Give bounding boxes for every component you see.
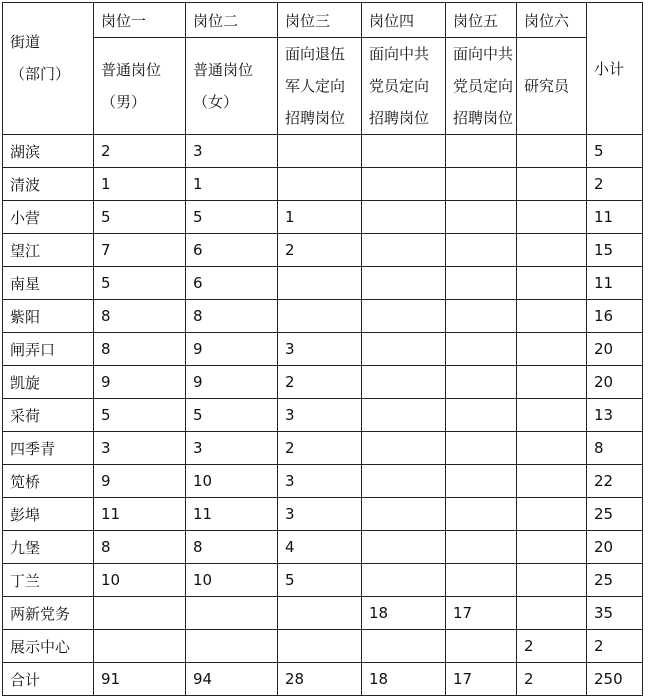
position-4-count-cell [362, 300, 446, 333]
street-name-cell: 九堡 [3, 531, 94, 564]
position-2-count-cell: 9 [186, 366, 278, 399]
position-1-count-cell: 5 [94, 399, 186, 432]
position-2-count-cell [186, 597, 278, 630]
position-2-count-cell: 9 [186, 333, 278, 366]
subtotal-cell: 22 [587, 465, 643, 498]
position-3-count-cell: 3 [278, 465, 362, 498]
subtotal-cell: 25 [587, 564, 643, 597]
position-3-count-cell: 28 [278, 663, 362, 696]
subtotal-cell: 20 [587, 333, 643, 366]
position-6-count-cell [517, 267, 587, 300]
table-row [3, 498, 643, 531]
street-name-cell: 合计 [3, 663, 94, 696]
position-5-count-cell [446, 531, 517, 564]
position-6-count-cell [517, 366, 587, 399]
position-4-description [362, 38, 446, 135]
position-6-count-cell [517, 498, 587, 531]
subtotal-cell: 11 [587, 267, 643, 300]
position-5-count-cell [446, 630, 517, 663]
subtotal-cell: 20 [587, 531, 643, 564]
subtotal-cell: 35 [587, 597, 643, 630]
position-5-count-cell [446, 168, 517, 201]
position-5-count-cell [446, 135, 517, 168]
street-name-cell: 两新党务 [3, 597, 94, 630]
position-1-count-cell: 8 [94, 300, 186, 333]
header-row-positions [3, 3, 643, 38]
position-3-count-cell [278, 135, 362, 168]
street-name-cell: 闸弄口 [3, 333, 94, 366]
table-row [3, 531, 643, 564]
position-2-description [186, 38, 278, 135]
position-2-count-cell: 8 [186, 300, 278, 333]
street-name-cell: 四季青 [3, 432, 94, 465]
position-3-header: 岗位三 [278, 3, 362, 38]
position-2-desc-line: 普通岗位 [193, 61, 254, 79]
position-6-count-cell [517, 135, 587, 168]
position-1-count-cell [94, 597, 186, 630]
position-4-count-cell [362, 531, 446, 564]
subtotal-cell: 2 [587, 168, 643, 201]
position-3-count-cell [278, 267, 362, 300]
position-5-count-cell [446, 333, 517, 366]
position-5-desc-line: 招聘岗位 [453, 109, 514, 127]
position-5-count-cell [446, 267, 517, 300]
position-5-count-cell [446, 366, 517, 399]
table-row [3, 135, 643, 168]
position-3-count-cell: 2 [278, 366, 362, 399]
table-row [3, 630, 643, 663]
subtotal-column-header: 小计 [587, 3, 643, 135]
table-row [3, 168, 643, 201]
position-6-count-cell [517, 399, 587, 432]
subtotal-cell: 15 [587, 234, 643, 267]
table-row [3, 465, 643, 498]
street-name-cell: 望江 [3, 234, 94, 267]
position-5-desc-line: 面向中共 [453, 45, 514, 63]
position-4-count-cell [362, 333, 446, 366]
table-row [3, 399, 643, 432]
position-3-count-cell [278, 630, 362, 663]
position-2-desc-line: （女） [193, 93, 239, 111]
position-6-count-cell [517, 201, 587, 234]
table-row [3, 234, 643, 267]
position-1-count-cell: 10 [94, 564, 186, 597]
street-name-cell: 湖滨 [3, 135, 94, 168]
street-name-cell: 彭埠 [3, 498, 94, 531]
position-2-count-cell: 5 [186, 201, 278, 234]
position-2-count-cell: 11 [186, 498, 278, 531]
position-3-count-cell: 3 [278, 333, 362, 366]
subtotal-cell: 8 [587, 432, 643, 465]
table-row [3, 366, 643, 399]
table-row [3, 663, 643, 696]
street-header-line2: （部门） [10, 64, 71, 83]
position-4-header: 岗位四 [362, 3, 446, 38]
position-4-count-cell [362, 135, 446, 168]
position-6-desc-line: 研究员 [524, 77, 570, 95]
position-5-count-cell [446, 234, 517, 267]
position-4-count-cell: 18 [362, 663, 446, 696]
position-3-count-cell: 3 [278, 498, 362, 531]
position-6-count-cell [517, 531, 587, 564]
position-5-count-cell [446, 432, 517, 465]
header-row-descriptions [3, 38, 643, 135]
position-5-count-cell: 17 [446, 597, 517, 630]
position-4-count-cell [362, 564, 446, 597]
position-3-desc-line: 招聘岗位 [285, 109, 346, 127]
position-5-count-cell [446, 201, 517, 234]
table-row [3, 432, 643, 465]
subtotal-cell: 5 [587, 135, 643, 168]
position-1-count-cell: 11 [94, 498, 186, 531]
table-row [3, 267, 643, 300]
position-2-count-cell: 6 [186, 267, 278, 300]
street-name-cell: 展示中心 [3, 630, 94, 663]
position-5-count-cell [446, 300, 517, 333]
street-header-line1: 街道 [10, 32, 41, 51]
position-1-desc-line: （男） [101, 93, 147, 111]
position-2-count-cell: 3 [186, 432, 278, 465]
position-2-count-cell: 5 [186, 399, 278, 432]
position-1-count-cell: 1 [94, 168, 186, 201]
position-6-header: 岗位六 [517, 3, 587, 38]
position-3-count-cell: 4 [278, 531, 362, 564]
subtotal-cell: 11 [587, 201, 643, 234]
street-column-header [3, 3, 94, 135]
position-4-count-cell [362, 399, 446, 432]
position-6-count-cell [517, 168, 587, 201]
table-row [3, 333, 643, 366]
position-3-count-cell [278, 168, 362, 201]
position-4-count-cell: 18 [362, 597, 446, 630]
position-5-count-cell [446, 564, 517, 597]
position-4-desc-line: 党员定向 [369, 77, 430, 95]
position-4-count-cell [362, 630, 446, 663]
position-1-count-cell: 9 [94, 366, 186, 399]
position-2-count-cell: 8 [186, 531, 278, 564]
table-row [3, 564, 643, 597]
position-3-count-cell: 3 [278, 399, 362, 432]
position-4-count-cell [362, 465, 446, 498]
subtotal-cell: 250 [587, 663, 643, 696]
position-4-count-cell [362, 366, 446, 399]
position-6-description [517, 38, 587, 135]
position-6-count-cell [517, 597, 587, 630]
subtotal-cell: 13 [587, 399, 643, 432]
position-1-count-cell: 3 [94, 432, 186, 465]
position-4-count-cell [362, 234, 446, 267]
position-1-count-cell: 91 [94, 663, 186, 696]
position-5-header: 岗位五 [446, 3, 517, 38]
street-name-cell: 凯旋 [3, 366, 94, 399]
position-6-count-cell [517, 564, 587, 597]
position-1-count-cell: 9 [94, 465, 186, 498]
table-row [3, 597, 643, 630]
position-3-desc-line: 军人定向 [285, 77, 346, 95]
position-3-count-cell: 2 [278, 234, 362, 267]
position-1-count-cell: 5 [94, 201, 186, 234]
position-6-count-cell [517, 234, 587, 267]
table-body [3, 3, 643, 696]
position-1-header: 岗位一 [94, 3, 186, 38]
position-2-count-cell: 94 [186, 663, 278, 696]
street-name-cell: 笕桥 [3, 465, 94, 498]
position-2-count-cell: 10 [186, 564, 278, 597]
position-5-description [446, 38, 517, 135]
position-5-count-cell [446, 399, 517, 432]
position-6-count-cell: 2 [517, 663, 587, 696]
street-name-cell: 南星 [3, 267, 94, 300]
position-1-count-cell: 2 [94, 135, 186, 168]
position-1-count-cell: 5 [94, 267, 186, 300]
position-2-count-cell: 3 [186, 135, 278, 168]
position-2-count-cell: 6 [186, 234, 278, 267]
street-name-cell: 小营 [3, 201, 94, 234]
position-2-count-cell [186, 630, 278, 663]
subtotal-cell: 25 [587, 498, 643, 531]
position-3-count-cell: 1 [278, 201, 362, 234]
position-1-count-cell: 7 [94, 234, 186, 267]
position-1-description [94, 38, 186, 135]
position-1-count-cell: 8 [94, 333, 186, 366]
position-5-count-cell [446, 465, 517, 498]
position-4-count-cell [362, 201, 446, 234]
position-1-count-cell [94, 630, 186, 663]
position-3-count-cell [278, 597, 362, 630]
position-4-count-cell [362, 168, 446, 201]
position-3-desc-line: 面向退伍 [285, 45, 346, 63]
position-6-count-cell [517, 432, 587, 465]
street-name-cell: 紫阳 [3, 300, 94, 333]
subtotal-cell: 20 [587, 366, 643, 399]
position-3-count-cell: 5 [278, 564, 362, 597]
position-3-count-cell [278, 300, 362, 333]
position-2-count-cell: 10 [186, 465, 278, 498]
position-4-count-cell [362, 498, 446, 531]
position-3-description [278, 38, 362, 135]
position-6-count-cell: 2 [517, 630, 587, 663]
position-6-count-cell [517, 465, 587, 498]
position-5-desc-line: 党员定向 [453, 77, 514, 95]
table-row [3, 201, 643, 234]
position-4-count-cell [362, 432, 446, 465]
recruitment-table [2, 2, 643, 696]
position-2-header: 岗位二 [186, 3, 278, 38]
position-1-count-cell: 8 [94, 531, 186, 564]
table-row [3, 300, 643, 333]
position-5-count-cell: 17 [446, 663, 517, 696]
position-6-count-cell [517, 300, 587, 333]
position-6-count-cell [517, 333, 587, 366]
position-2-count-cell: 1 [186, 168, 278, 201]
subtotal-cell: 2 [587, 630, 643, 663]
position-1-desc-line: 普通岗位 [101, 61, 162, 79]
street-name-cell: 采荷 [3, 399, 94, 432]
position-5-count-cell [446, 498, 517, 531]
street-name-cell: 清波 [3, 168, 94, 201]
position-4-count-cell [362, 267, 446, 300]
street-name-cell: 丁兰 [3, 564, 94, 597]
position-4-desc-line: 面向中共 [369, 45, 430, 63]
subtotal-cell: 16 [587, 300, 643, 333]
position-3-count-cell: 2 [278, 432, 362, 465]
position-4-desc-line: 招聘岗位 [369, 109, 430, 127]
